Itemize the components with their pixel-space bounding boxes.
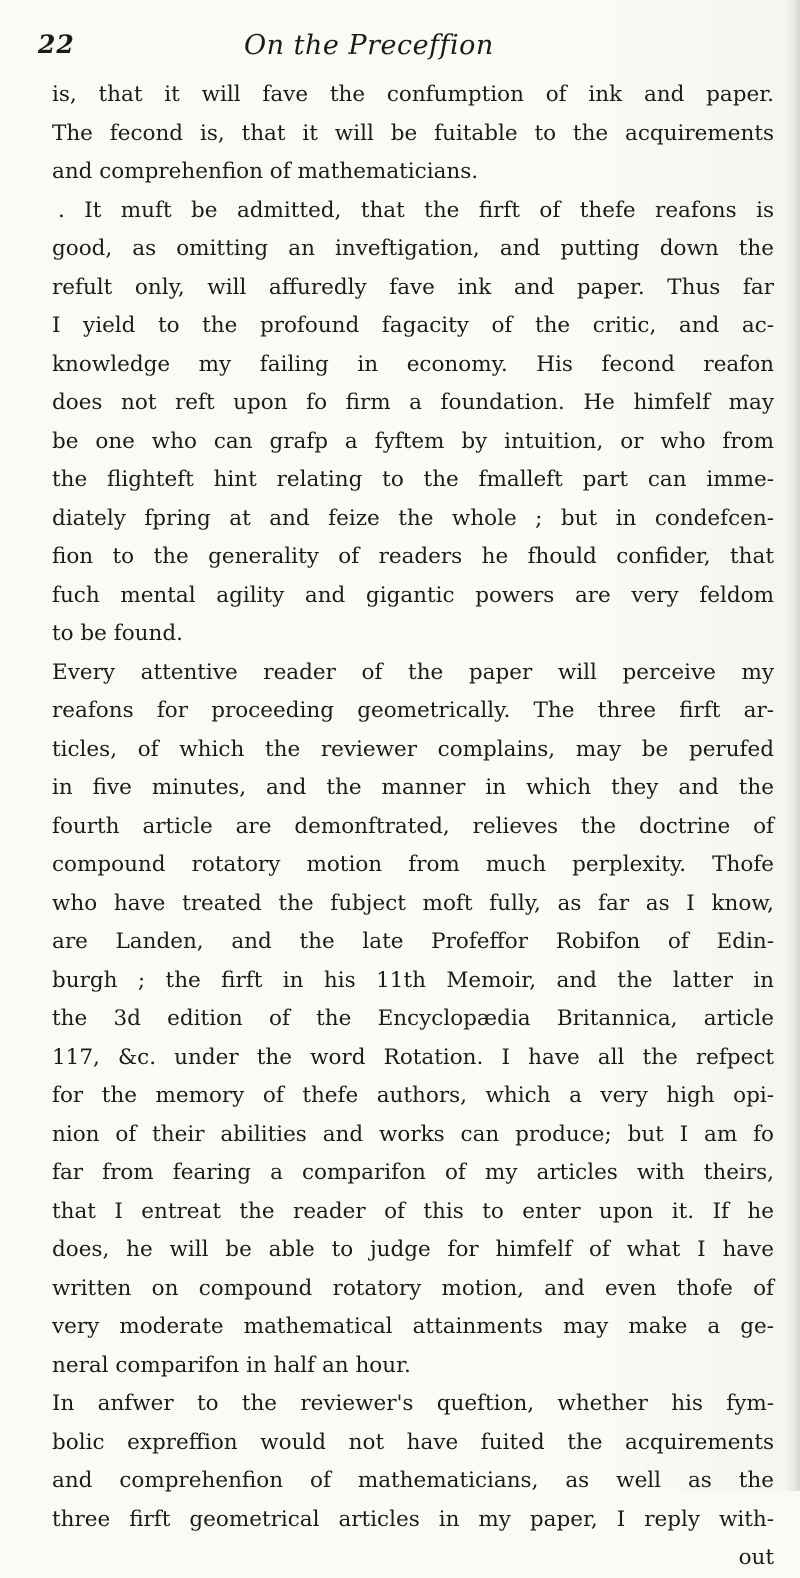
- text-line: bolic expreffion would not have fuited the acquirements: [52, 1429, 774, 1455]
- running-title: On the Preceffion: [244, 30, 494, 61]
- text-line: does, he will be able to judge for himfelf of what I have: [52, 1237, 774, 1262]
- text-line: reafons for proceeding geometrically. The three firft ar-: [52, 698, 774, 723]
- text-line: who have treated the fubject moft fully, as far as I know,: [52, 890, 774, 916]
- text-line: be one who can grafp a fyftem by intuition, or who from: [52, 428, 774, 454]
- text-line: diately fpring at and feize the whole ; but in condefcen-: [52, 505, 774, 531]
- text-line: three firft geometrical articles in my paper, I reply with-: [52, 1506, 774, 1532]
- text-line: are Landen, and the late Profeffor Robifon of Edin-: [52, 929, 774, 954]
- text-line: Every attentive reader of the paper will perceive my: [52, 659, 774, 685]
- text-line: compound rotatory motion from much perplexity. Thofe: [52, 852, 774, 877]
- text-line: ticles, of which the reviewer complains, may be perufed: [52, 736, 774, 762]
- text-line: the flighteft hint relating to the fmalleft part can imme-: [52, 467, 774, 492]
- running-head: [38, 30, 778, 70]
- text-line: . It muft be admitted, that the firft of thefe reafons is: [58, 197, 774, 223]
- text-line: good, as omitting an inveftigation, and putting down the: [52, 236, 774, 261]
- text-line: far from fearing a comparifon of my articles with theirs,: [52, 1160, 774, 1185]
- text-line: burgh ; the firft in his 11th Memoir, and the latter in: [52, 967, 774, 993]
- text-line: fourth article are demonftrated, relieves the doctrine of: [52, 813, 774, 839]
- text-line: and comprehenfion of mathematicians.: [52, 159, 479, 184]
- text-line: very moderate mathematical attainments may make a ge-: [52, 1314, 774, 1339]
- text-line: is, that it will fave the confumption of ink and paper.: [52, 82, 774, 107]
- body-text: [52, 76, 774, 1578]
- text-line: 117, &c. under the word Rotation. I have all the refpect: [52, 1044, 774, 1070]
- text-line: refult only, will affuredly fave ink and paper. Thus far: [52, 274, 774, 300]
- catchword: out: [738, 1545, 774, 1570]
- text-line: that I entreat the reader of this to enter upon it. If he: [52, 1198, 774, 1224]
- text-line: I yield to the profound fagacity of the critic, and ac-: [52, 313, 774, 338]
- text-line: for the memory of thefe authors, which a very high opi-: [52, 1083, 774, 1108]
- text-line: In anfwer to the reviewer's queftion, whether his fym-: [52, 1391, 774, 1416]
- page-number: 22: [38, 30, 75, 59]
- page-edge-shadow: [786, 0, 800, 1491]
- text-line: to be found.: [52, 621, 183, 646]
- text-line: fion to the generality of readers he fhould confider, that: [52, 544, 774, 569]
- text-line: does not reft upon fo firm a foundation. He himfelf may: [52, 390, 774, 415]
- text-line: the 3d edition of the Encyclopædia Britannica, article: [52, 1006, 774, 1031]
- text-line: The fecond is, that it will be fuitable to the acquirements: [52, 120, 774, 146]
- text-line: neral comparifon in half an hour.: [52, 1352, 411, 1378]
- text-line: nion of their abilities and works can produce; but I am fo: [52, 1121, 774, 1147]
- text-line: and comprehenfion of mathematicians, as well as the: [52, 1468, 774, 1493]
- text-line: in five minutes, and the manner in which they and the: [52, 775, 774, 800]
- text-line: written on compound rotatory motion, and even thofe of: [52, 1275, 774, 1301]
- text-line: fuch mental agility and gigantic powers are very feldom: [52, 582, 774, 608]
- text-line: knowledge my failing in economy. His fecond reafon: [52, 351, 774, 377]
